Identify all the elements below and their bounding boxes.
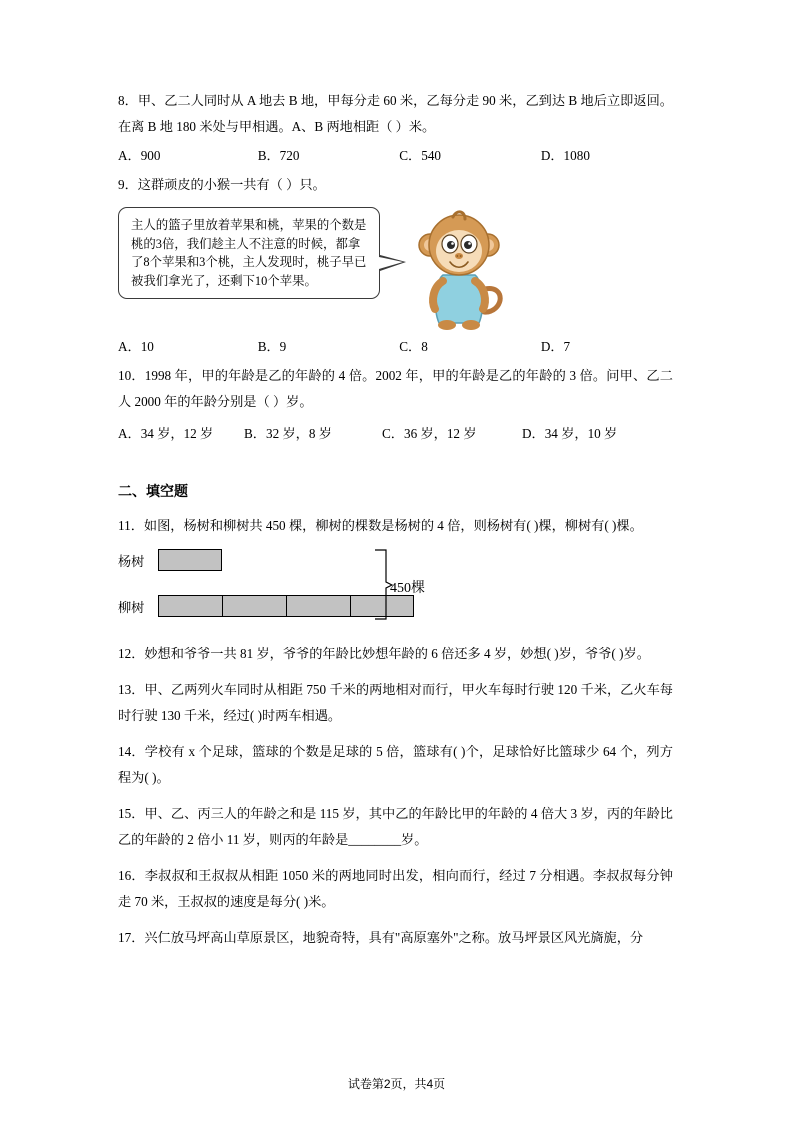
bar-label-willow: 柳树 — [118, 600, 145, 615]
option-d[interactable]: D．1080 — [540, 148, 590, 163]
brace-label-total: 450棵 — [390, 581, 425, 596]
monkey-icon — [413, 201, 505, 331]
option-c[interactable]: C．36 岁，12 岁 — [382, 426, 477, 441]
section-title-fill-in-blank: 二、填空题 — [118, 483, 188, 499]
option-c[interactable]: C．8 — [399, 339, 428, 354]
bar-label-poplar: 杨树 — [118, 554, 145, 569]
speech-bubble: 主人的篮子里放着苹果和桃，苹果的个数是桃的3倍，我们趁主人不注意的时候，都拿了8个苹果和3个桃，主人发现时，桃子早已被我们拿光了，还剩下10个苹果。 — [118, 207, 380, 299]
question-9-text: 9．这群顽皮的小猴一共有（ ）只。 — [118, 177, 326, 192]
option-a[interactable]: A．34 岁，12 岁 — [118, 426, 214, 441]
option-d[interactable]: D．7 — [540, 339, 571, 354]
speech-bubble-tail-inner — [379, 257, 403, 269]
question-9-options — [118, 334, 673, 360]
bar-divider — [350, 596, 351, 616]
question-8-options — [118, 143, 673, 169]
option-b[interactable]: B．720 — [257, 148, 300, 163]
option-d[interactable]: D．34 岁，10 岁 — [522, 426, 618, 441]
option-c[interactable]: C．540 — [399, 148, 442, 163]
question-17-text: 17．兴仁放马坪高山草原景区，地貌奇特，具有"高原塞外"之称。放马坪景区风光旖旎，分 — [118, 930, 644, 945]
bar-divider — [222, 596, 223, 616]
option-a[interactable]: A．900 — [118, 148, 161, 163]
question-12-text: 12．妙想和爷爷一共 81 岁，爷爷的年龄比妙想年龄的 6 倍还多 4 岁，妙想( )岁，爷爷( )岁。 — [118, 646, 650, 661]
question-14-text: 14．学校有 x 个足球，篮球的个数是足球的 5 倍，篮球有( )个，足球恰好比篮球少 64 个，列方程为( )。 — [118, 744, 673, 785]
question-13-text: 13．甲、乙两列火车同时从相距 750 千米的两地相对而行，甲火车每时行驶 120 千米，乙火车每时行驶 130 千米，经过( )时两车相遇。 — [118, 682, 673, 723]
question-16-text: 16．李叔叔和王叔叔从相距 1050 米的两地同时出发，相向而行，经过 7 分相遇。李叔叔每分钟走 70 米，王叔叔的速度是每分( )米。 — [118, 868, 673, 909]
question-11-text: 11．如图，杨树和柳树共 450 棵，柳树的棵数是杨树的 4 倍，则杨树有( )棵，柳树有( )棵。 — [118, 518, 643, 533]
tree-bar-diagram — [118, 547, 673, 631]
option-a[interactable]: A．10 — [118, 339, 154, 354]
question-10-text: 10．1998 年，甲的年龄是乙的年龄的 4 倍。2002 年，甲的年龄是乙的年龄的 3 倍。问甲、乙二人 2000 年的年龄分别是（ ）岁。 — [118, 368, 673, 409]
option-b[interactable]: B．9 — [257, 339, 287, 354]
bar-poplar — [158, 549, 222, 571]
question-15-text: 15．甲、乙、丙三人的年龄之和是 115 岁，其中乙的年龄比甲的年龄的 4 倍大 3 岁，丙的年龄比乙的年龄的 2 倍小 11 岁，则丙的年龄是________岁。 — [118, 806, 673, 847]
bar-divider — [286, 596, 287, 616]
question-10-options — [118, 421, 673, 447]
page-footer: 试卷第2页，共4页 — [347, 1077, 446, 1091]
monkey-illustration-block — [118, 201, 673, 333]
question-8-text: 8．甲、乙二人同时从 A 地去 B 地，甲每分走 60 米，乙每分走 90 米，乙到达 B 地后立即返回。在离 B 地 180 米处与甲相遇。A、B 两地相距（ ）米。 — [118, 93, 673, 134]
option-b[interactable]: B．32 岁，8 岁 — [244, 426, 332, 441]
